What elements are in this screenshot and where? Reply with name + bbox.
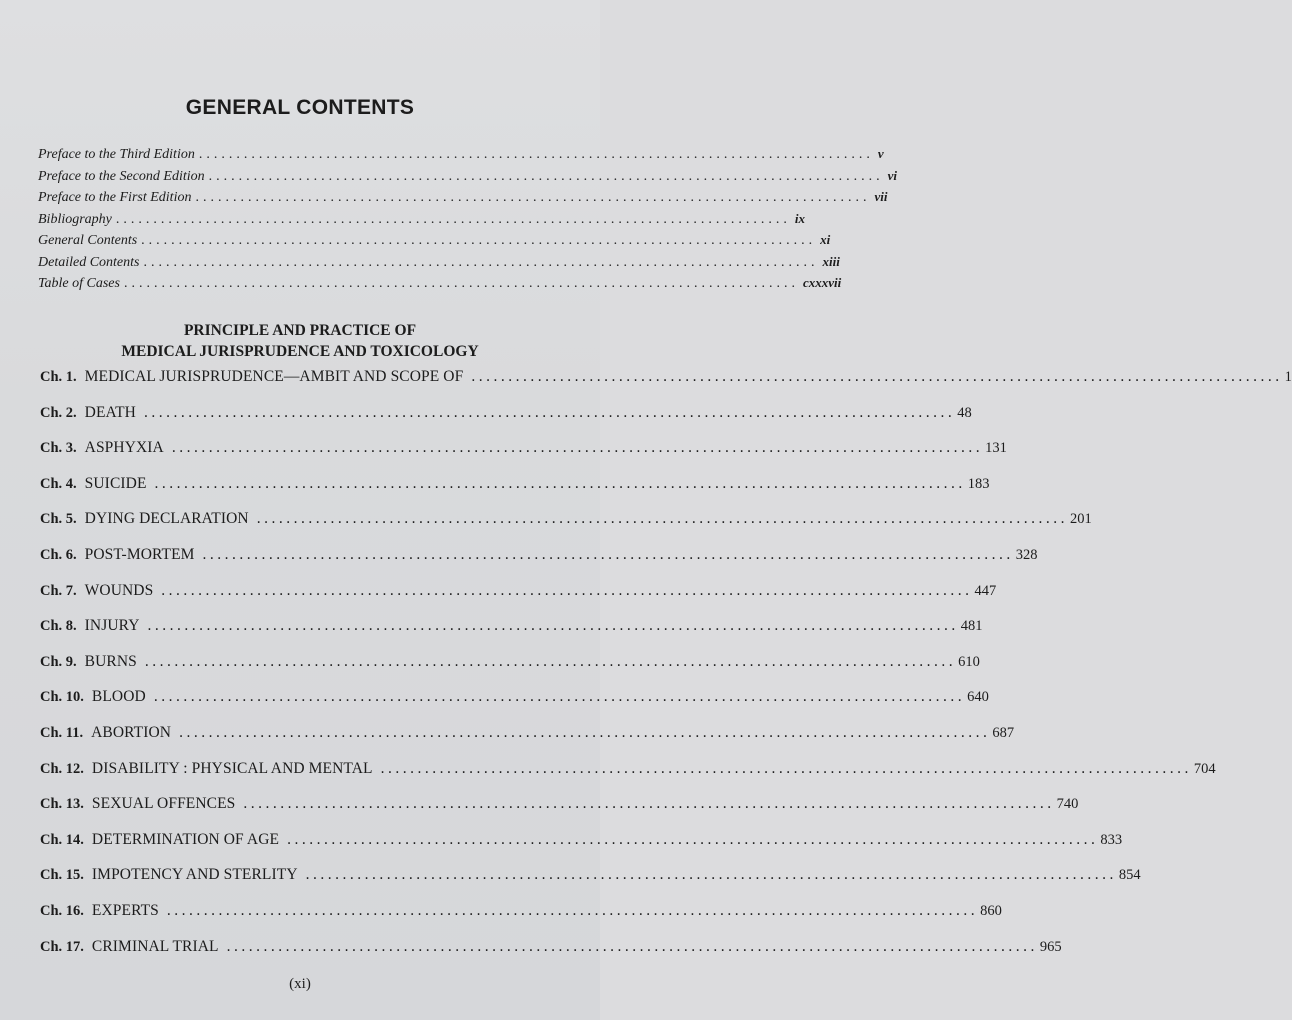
chapter-page: 610	[958, 653, 980, 670]
dot-leader: ..........................................................................................	[195, 190, 871, 205]
dot-leader: ..............................................................................................................	[202, 545, 1014, 563]
dot-leader: ..............................................................................................................	[153, 688, 966, 706]
chapter-title: IMPOTENCY AND STERLITY	[91, 866, 298, 884]
chapter-row	[40, 403, 972, 440]
section-heading	[0, 320, 600, 362]
dot-leader: ..........................................................................................	[123, 276, 799, 291]
front-matter-item	[38, 167, 898, 190]
chapter-page: 447	[974, 582, 997, 599]
chapter-number: Ch. 13.	[40, 796, 84, 813]
dot-leader: ..............................................................................................................	[171, 439, 984, 457]
chapter-number: Ch. 6.	[40, 546, 77, 563]
dot-leader: ..............................................................................................................	[166, 901, 979, 919]
chapter-page: 131	[985, 440, 1007, 457]
chapter-row	[40, 510, 1092, 546]
chapter-title: EXPERTS	[91, 901, 159, 919]
chapter-row	[40, 901, 1002, 938]
chapter-page: 201	[1069, 511, 1092, 528]
front-matter-page: vii	[874, 189, 888, 204]
dot-leader: ..............................................................................................................	[226, 937, 1038, 955]
dot-leader: ..............................................................................................................	[305, 866, 1117, 884]
dot-leader: ..............................................................................................................	[144, 652, 957, 670]
chapter-number: Ch. 4.	[40, 475, 77, 492]
chapter-page: 48	[957, 404, 972, 421]
chapter-number: Ch. 3.	[40, 440, 77, 457]
chapter-row	[40, 830, 1123, 867]
chapter-title: DYING DECLARATION	[84, 510, 249, 528]
chapter-row	[40, 474, 990, 511]
chapter-number: Ch. 16.	[40, 902, 84, 919]
chapter-row	[40, 795, 1079, 831]
chapter-page: 1	[1284, 369, 1292, 385]
dot-leader: ..............................................................................................................	[471, 368, 1283, 385]
front-matter-page: xi	[820, 232, 831, 247]
chapter-number: Ch. 8.	[40, 618, 77, 635]
chapter-title: DEATH	[84, 403, 136, 421]
front-matter-list	[38, 146, 898, 297]
chapter-page: 687	[992, 724, 1015, 741]
chapter-title: BLOOD	[91, 688, 146, 706]
chapter-title: ABORTION	[91, 723, 172, 741]
chapter-page: 640	[967, 689, 989, 706]
page-number: (xi)	[289, 976, 311, 992]
chapter-number: Ch. 9.	[40, 653, 77, 670]
chapter-number: Ch. 1.	[40, 369, 77, 385]
chapter-number: Ch. 7.	[40, 582, 77, 599]
chapter-number: Ch. 5.	[40, 511, 77, 528]
chapter-number: Ch. 15.	[40, 867, 84, 884]
front-matter-page: v	[877, 146, 884, 161]
front-matter-item	[38, 189, 888, 211]
chapter-title: BURNS	[84, 652, 137, 670]
chapter-number: Ch. 17.	[40, 938, 84, 955]
front-matter-item	[38, 253, 840, 276]
front-matter-page: vi	[887, 167, 898, 183]
front-matter-page: ix	[794, 210, 806, 226]
chapter-number: Ch. 2.	[40, 404, 77, 421]
chapter-title: CRIMINAL TRIAL	[91, 937, 219, 955]
front-matter-label: Preface to the Second Edition	[38, 168, 205, 184]
chapter-row	[40, 937, 1062, 974]
section-heading-line: PRINCIPLE AND PRACTICE OF	[183, 322, 417, 339]
chapter-page: 740	[1056, 796, 1079, 813]
chapter-page: 860	[980, 902, 1002, 919]
chapter-row	[40, 545, 1038, 582]
page-title: GENERAL CONTENTS	[185, 96, 415, 119]
dot-leader: ..............................................................................................................	[143, 403, 956, 421]
chapter-row	[40, 652, 980, 689]
front-matter-item	[38, 146, 884, 168]
dot-leader: ..........................................................................................	[115, 211, 791, 227]
chapter-number: Ch. 12.	[40, 760, 84, 777]
front-matter-label: General Contents	[38, 233, 138, 248]
chapter-title: ASPHYXIA	[84, 439, 164, 457]
chapter-number: Ch. 14.	[40, 831, 84, 848]
dot-leader: ..............................................................................................................	[380, 759, 1192, 777]
dot-leader: ..........................................................................................	[143, 254, 819, 270]
dot-leader: ..............................................................................................................	[256, 510, 1068, 528]
chapter-page: 965	[1039, 938, 1062, 955]
chapter-title: SUICIDE	[84, 474, 147, 492]
dot-leader: ..........................................................................................	[208, 168, 884, 184]
dot-leader: ..........................................................................................	[141, 233, 817, 248]
front-matter-label: Detailed Contents	[38, 254, 140, 270]
chapter-title: INJURY	[84, 617, 140, 635]
chapter-title: DETERMINATION OF AGE	[91, 830, 280, 848]
chapter-row	[40, 581, 997, 618]
front-matter-label: Bibliography	[38, 211, 112, 227]
chapter-row	[40, 368, 1292, 404]
front-matter-item	[38, 275, 842, 297]
chapter-row	[40, 723, 1015, 760]
dot-leader: ..........................................................................................	[198, 147, 874, 162]
chapter-title: WOUNDS	[84, 581, 154, 599]
chapter-page: 183	[967, 475, 990, 492]
front-matter-page: xiii	[822, 253, 840, 269]
chapter-title: MEDICAL JURISPRUDENCE—AMBIT AND SCOPE OF	[84, 368, 464, 385]
dot-leader: ..............................................................................................................	[287, 830, 1099, 848]
chapter-row	[40, 439, 1007, 475]
chapter-row	[40, 866, 1141, 902]
chapter-page: 328	[1015, 546, 1038, 563]
chapter-number: Ch. 11.	[40, 724, 84, 741]
front-matter-label: Preface to the First Edition	[38, 190, 192, 205]
chapter-title: DISABILITY : PHYSICAL AND MENTAL	[91, 759, 373, 777]
section-heading-line: MEDICAL JURISPRUDENCE AND TOXICOLOGY	[121, 343, 479, 360]
chapter-title: POST-MORTEM	[84, 545, 195, 563]
chapter-page: 854	[1118, 867, 1141, 884]
front-matter-item	[38, 210, 806, 233]
dot-leader: ..............................................................................................................	[161, 581, 973, 599]
chapter-page: 833	[1100, 831, 1123, 848]
chapter-page: 481	[960, 618, 983, 635]
dot-leader: ..............................................................................................................	[147, 617, 959, 635]
chapter-title: SEXUAL OFFENCES	[91, 795, 236, 813]
front-matter-item	[38, 232, 831, 254]
chapter-row	[40, 617, 983, 653]
chapter-number: Ch. 10.	[40, 689, 84, 706]
chapter-page: 704	[1193, 760, 1216, 777]
front-matter-label: Table of Cases	[38, 276, 120, 291]
dot-leader: ..............................................................................................................	[243, 795, 1055, 813]
chapter-row	[40, 759, 1216, 796]
chapter-list	[40, 368, 1292, 973]
chapter-row	[40, 688, 989, 724]
front-matter-page: cxxxvii	[802, 275, 842, 290]
dot-leader: ..............................................................................................................	[154, 474, 966, 492]
front-matter-label: Preface to the Third Edition	[38, 147, 195, 162]
dot-leader: ..............................................................................................................	[179, 723, 991, 741]
